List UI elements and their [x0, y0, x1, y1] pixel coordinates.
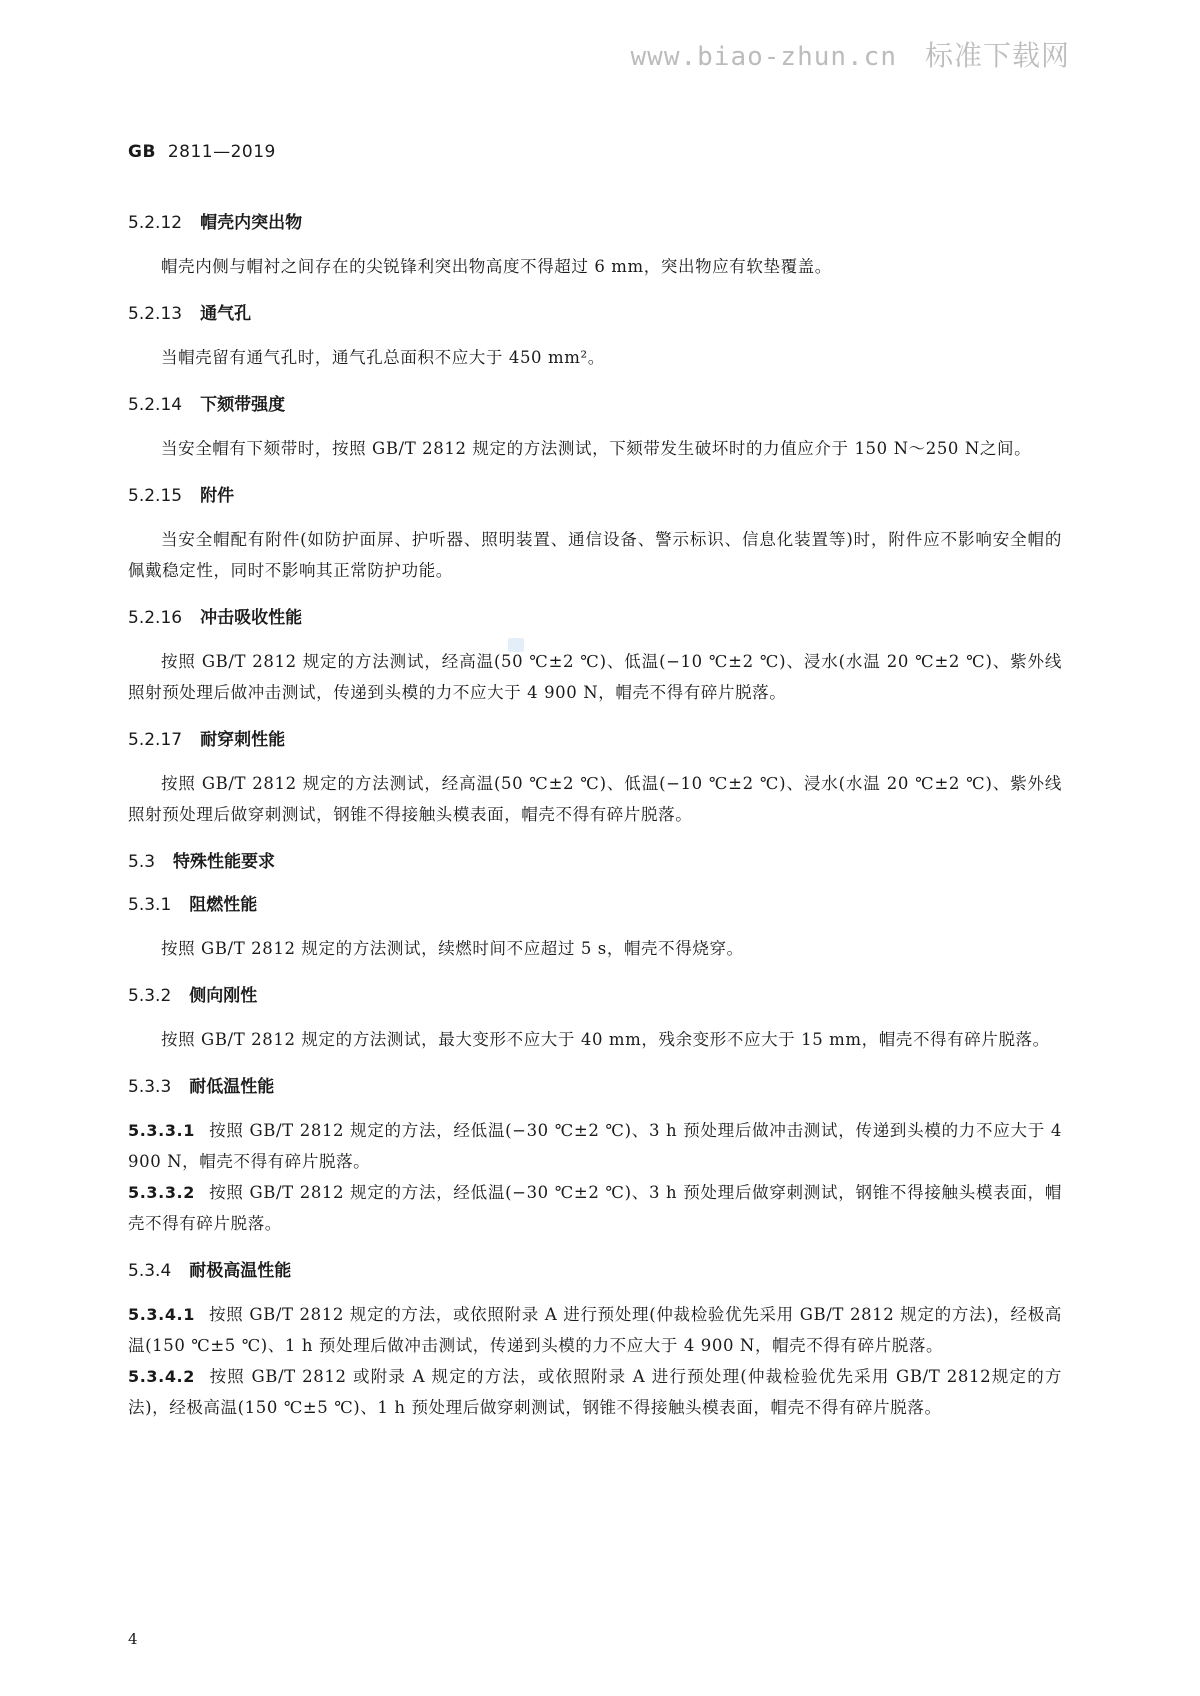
standard-code: GB [128, 142, 156, 162]
section-heading: 5.2.14 下颏带强度 [128, 395, 286, 415]
subclause: 5.3.3.1 按照 GB/T 2812 规定的方法，经低温(−30 ℃±2 ℃)、3 h 预处理后做冲击测试，传递到头模的力不应大于 4 900 N，帽壳不得有碎片脱落。 [128, 1121, 1062, 1171]
section-paragraph: 当安全帽有下颏带时，按照 GB/T 2812 规定的方法测试，下颏带发生破坏时的力值应介于 150 N～250 N之间。 [161, 439, 1032, 458]
section-heading: 5.2.12 帽壳内突出物 [128, 213, 303, 233]
section-paragraph: 按照 GB/T 2812 规定的方法测试，经高温(50 ℃±2 ℃)、低温(−10 ℃±2 ℃)、浸水(水温 20 ℃±2 ℃)、紫外线照射预处理后做穿刺测试，钢锥不得接触头模表面，帽壳不得有碎片脱落。 [128, 774, 1062, 824]
section-heading: 5.3.1 阻燃性能 [128, 895, 258, 915]
section-paragraph: 按照 GB/T 2812 规定的方法测试，经高温(50 ℃±2 ℃)、低温(−10 ℃±2 ℃)、浸水(水温 20 ℃±2 ℃)、紫外线照射预处理后做冲击测试，传递到头模的力不应大于 4 900 N，帽壳不得有碎片脱落。 [128, 652, 1062, 702]
subclause: 5.3.4.2 按照 GB/T 2812 或附录 A 规定的方法，或依照附录 A 进行预处理(仲裁检验优先采用 GB/T 2812规定的方法)，经极高温(150 ℃±5 ℃)、1 h 预处理后做穿刺测试，钢锥不得接触头模表面，帽壳不得有碎片脱落。 [128, 1367, 1062, 1417]
watermark-url: www.biao-zhun.cn [630, 42, 897, 72]
section-paragraph: 当安全帽配有附件(如防护面屏、护听器、照明装置、通信设备、警示标识、信息化装置等)时，附件应不影响安全帽的佩戴稳定性，同时不影响其正常防护功能。 [128, 530, 1062, 580]
section-heading: 5.2.15 附件 [128, 486, 235, 506]
watermark [631, 34, 1070, 74]
watermark-name: 标准下载网 [924, 39, 1070, 72]
section-heading: 5.3.3 耐低温性能 [128, 1077, 275, 1097]
section-paragraph: 按照 GB/T 2812 规定的方法测试，最大变形不应大于 40 mm，残余变形不应大于 15 mm，帽壳不得有碎片脱落。 [161, 1030, 1050, 1049]
section-heading: 5.2.17 耐穿刺性能 [128, 730, 286, 750]
standard-number: 2811—2019 [167, 142, 276, 162]
page-number: 4 [128, 1630, 138, 1648]
section-heading: 5.3.2 侧向刚性 [128, 986, 258, 1006]
section-paragraph: 按照 GB/T 2812 规定的方法测试，续燃时间不应超过 5 s，帽壳不得烧穿。 [161, 939, 744, 958]
section-heading: 5.2.13 通气孔 [128, 304, 252, 324]
section-heading: 5.2.16 冲击吸收性能 [128, 608, 303, 628]
section-heading: 5.3 特殊性能要求 [128, 852, 276, 872]
subclause: 5.3.3.2 按照 GB/T 2812 规定的方法，经低温(−30 ℃±2 ℃)、3 h 预处理后做穿刺测试，钢锥不得接触头模表面，帽壳不得有碎片脱落。 [128, 1183, 1062, 1233]
subclause: 5.3.4.1 按照 GB/T 2812 规定的方法，或依照附录 A 进行预处理(仲裁检验优先采用 GB/T 2812 规定的方法)，经极高温(150 ℃±5 ℃)、1 h 预处理后做冲击测试，传递到头模的力不应大于 4 900 N，帽壳不得有碎片脱落。 [128, 1305, 1062, 1355]
section-heading: 5.3.4 耐极高温性能 [128, 1261, 292, 1281]
document-header [128, 142, 276, 162]
document-body [128, 208, 1062, 1423]
section-paragraph: 当帽壳留有通气孔时，通气孔总面积不应大于 450 mm²。 [161, 348, 605, 367]
section-paragraph: 帽壳内侧与帽衬之间存在的尖锐锋利突出物高度不得超过 6 mm，突出物应有软垫覆盖。 [161, 257, 832, 276]
